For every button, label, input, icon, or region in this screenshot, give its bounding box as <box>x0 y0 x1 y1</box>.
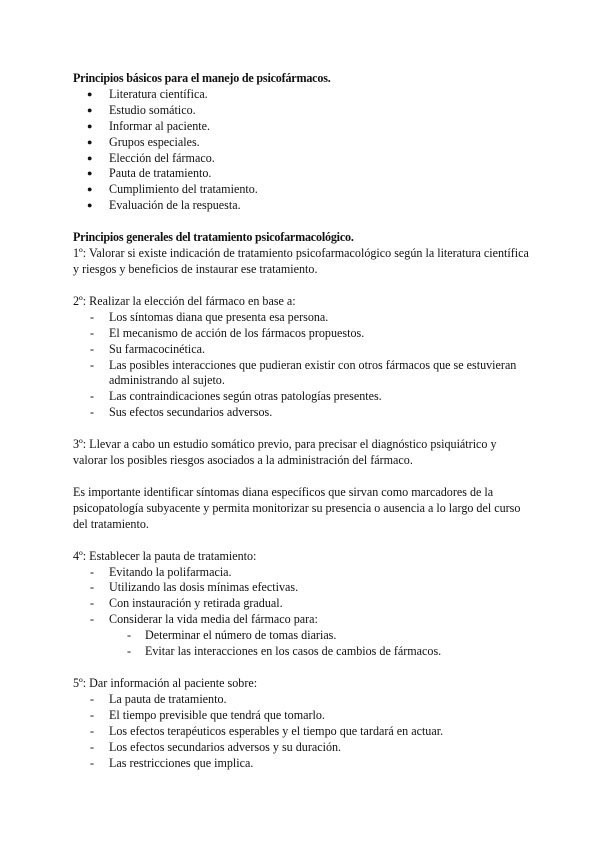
list-item: ● Pauta de tratamiento. <box>73 166 533 182</box>
list-item: - El tiempo previsible que tendrá que tomarlo. <box>73 708 533 724</box>
principle-3: 3º: Llevar a cabo un estudio somático previo, para precisar el diagnóstico psiquiátrico y valorar los posibles riesgos asociados a la administración del fármaco. <box>73 437 497 468</box>
section1-title: Principios básicos para el manejo de psicofármacos. <box>73 71 331 85</box>
list-item: - La pauta de tratamiento. <box>73 692 533 708</box>
list-item: ● Grupos especiales. <box>73 135 533 151</box>
list-item: - Determinar el número de tomas diarias. <box>73 628 533 644</box>
list-item: - Su farmacocinética. <box>73 342 533 358</box>
principle-5-intro: 5º: Dar información al paciente sobre: <box>73 676 258 690</box>
list-item: ● Literatura científica. <box>73 87 533 103</box>
list-item: - Con instauración y retirada gradual. <box>73 596 533 612</box>
list-item: ● Cumplimiento del tratamiento. <box>73 182 533 198</box>
list-item: - Sus efectos secundarios adversos. <box>73 405 533 421</box>
list-item: - Evitando la polifarmacia. <box>73 565 533 581</box>
list-item: - Las contraindicaciones según otras patologías presentes. <box>73 389 533 405</box>
list-item: - Los efectos secundarios adversos y su duración. <box>73 740 533 756</box>
principle-1: 1º: Valorar si existe indicación de tratamiento psicofarmacológico según la literatura científica y riesgos y beneficios de instaurar ese tratamiento. <box>73 246 529 276</box>
list-item: - Utilizando las dosis mínimas efectivas. <box>73 580 533 596</box>
half-life-sublist <box>73 628 533 660</box>
list-item: - Evitar las interacciones en los casos de cambios de fármacos. <box>73 644 533 660</box>
list-item: - El mecanismo de acción de los fármacos propuestos. <box>73 326 533 342</box>
treatment-schedule-list <box>73 565 533 629</box>
list-item: - Las posibles interacciones que pudieran existir con otros fármacos que se estuvieran administrando al sujeto. <box>73 358 533 390</box>
list-item: ● Informar al paciente. <box>73 119 533 135</box>
principle-4-intro: 4º: Establecer la pauta de tratamiento: <box>73 548 257 563</box>
principle-3-note: Es importante identificar síntomas diana específicos que sirvan como marcadores de la psicopatología subyacente y permita monitorizar su presencia o ausencia a lo largo del curso del tratamiento. <box>73 484 521 531</box>
principle-2-intro: 2º: Realizar la elección del fármaco en base a: <box>73 293 296 308</box>
drug-selection-list <box>73 310 533 421</box>
list-item: ● Evaluación de la respuesta. <box>73 198 533 214</box>
basic-principles-list <box>73 87 533 214</box>
list-item: - Las restricciones que implica. <box>73 756 533 772</box>
section2-title: Principios generales del tratamiento psicofarmacológico. <box>73 230 354 245</box>
list-item: - Los efectos terapéuticos esperables y el tiempo que tardará en actuar. <box>73 724 533 740</box>
list-item: - Considerar la vida media del fármaco para: <box>73 612 533 628</box>
list-item: - Los síntomas diana que presenta esa persona. <box>73 310 533 326</box>
document-page <box>73 71 533 771</box>
list-item: ● Elección del fármaco. <box>73 151 533 167</box>
patient-info-list <box>73 692 533 772</box>
list-item: ● Estudio somático. <box>73 103 533 119</box>
